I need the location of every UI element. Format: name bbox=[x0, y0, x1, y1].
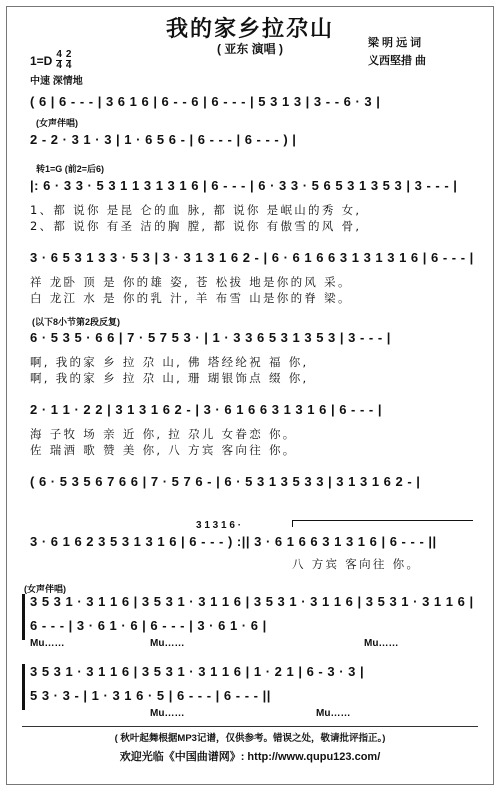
score-row-10: 6 - - - | 3 · 6 1 · 6 | 6 - - - | 3 · 6 1 · 6 | bbox=[30, 618, 267, 633]
system-bracket-1 bbox=[22, 594, 29, 640]
score-row-5: 6 · 5 3 5 · 6 6 | 7 · 5 7 5 3 · | 1 · 3 3 6 5 3 1 3 5 3 | 3 - - - | bbox=[30, 330, 391, 345]
time-signature-4-4: 4 4 bbox=[56, 49, 62, 71]
time-signature-2-4: 2 4 bbox=[65, 49, 72, 71]
score-row-12: 5 3 · 3 - | 1 · 3 1 6 · 5 | 6 - - - | 6 - - - || bbox=[30, 688, 271, 703]
score-row-6: 2 · 1 1 · 2 2 | 3 1 3 1 6 2 - | 3 · 6 1 6 6 3 1 3 1 6 | 6 - - - | bbox=[30, 402, 382, 417]
score-row-4: 3 · 6 5 3 1 3 3 · 5 3 | 3 · 3 1 3 1 6 2 - | 6 · 6 1 6 6 3 1 3 1 3 1 6 | 6 - - - | bbox=[30, 250, 474, 265]
website-credit: 欢迎光临《中国曲谱网》: http://www.qupu123.com/ bbox=[119, 751, 381, 763]
score-row-3: |: 6 · 3 3 · 5 3 1 1 3 1 3 1 6 | 6 - - - | 6 · 3 3 · 5 6 5 3 1 3 5 3 | 3 - - - | bbox=[30, 178, 458, 193]
hum-syllable-1: Mu…… bbox=[30, 638, 65, 649]
lyric-line-5: 啊, 我的家 乡 拉 尕 山, 佛 塔经纶祝 福 你, bbox=[30, 355, 309, 369]
lyric-line-3: 祥 龙卧 顶 是 你的雄 姿, 苍 松拔 地是你的风 采。 bbox=[30, 275, 352, 289]
lyric-line-1: 1、都 说你 是昆 仑的血 脉, 都 说你 是岷山的秀 女, bbox=[30, 203, 362, 217]
key-signature bbox=[30, 50, 71, 71]
lyric-line-8: 佐 瑞酒 歌 赞 美 你, 八 方宾 客向往 你。 bbox=[30, 443, 297, 457]
transcription-note: ( 秋叶起舞根据MP3记谱，仅供参考。错误之处，敬请批评指正。) bbox=[114, 733, 386, 744]
hum-syllable-2: Mu…… bbox=[150, 638, 185, 649]
score-row-11: 3 5 3 1 · 3 1 1 6 | 3 5 3 1 · 3 1 1 6 | 1 · 2 1 | 6 - 3 · 3 | bbox=[30, 664, 365, 679]
key-label: 1=D bbox=[30, 53, 53, 68]
lyric-line-9: 八 方宾 客向往 你。 bbox=[292, 557, 421, 571]
lyricist: 梁 明 远 词 bbox=[368, 37, 422, 49]
lyric-line-4: 白 龙江 水 是 你的乳 汁, 羊 布雪 山是你的脊 梁。 bbox=[30, 291, 352, 305]
modulation-note: 转1=G (前2=后6) bbox=[36, 164, 105, 174]
grace-notes: 3 1 3 1 6 · bbox=[196, 520, 242, 531]
female-accompaniment-note-2: (女声伴唱) bbox=[24, 584, 66, 594]
score-row-2: 2 - 2 · 3 1 · 3 | 1 · 6 5 6 - | 6 - - - | 6 - - - ) | bbox=[30, 132, 297, 147]
lyric-line-6: 啊, 我的家 乡 拉 尕 山, 珊 瑚银饰点 缀 你, bbox=[30, 371, 309, 385]
credits bbox=[368, 34, 426, 70]
score-row-1: ( 6 | 6 - - - | 3 6 1 6 | 6 - - 6 | 6 - - - | 5 3 1 3 | 3 - - 6 · 3 | bbox=[30, 94, 381, 109]
hum-syllable-4: Mu…… bbox=[150, 708, 185, 719]
ending-bracket bbox=[292, 520, 473, 527]
system-bracket-2 bbox=[22, 664, 29, 710]
score-row-9: 3 5 3 1 · 3 1 1 6 | 3 5 3 1 · 3 1 1 6 | 3 5 3 1 · 3 1 1 6 | 3 5 3 1 · 3 1 1 6 | bbox=[30, 594, 474, 609]
score-row-8: 3 · 6 1 6 2 3 5 3 1 3 1 6 | 6 - - - ) :|| 3 · 6 1 6 6 3 1 3 1 6 | 6 - - - || bbox=[30, 534, 437, 549]
hum-syllable-3: Mu…… bbox=[364, 638, 399, 649]
performer-line: ( 亚东 演唱 ) bbox=[217, 42, 283, 56]
score-row-7: ( 6 · 5 3 5 6 7 6 6 | 7 · 5 7 6 - | 6 · 5 3 1 3 5 3 3 | 3 1 3 1 6 2 - | bbox=[30, 474, 421, 489]
tempo-marking: 中速 深情地 bbox=[30, 76, 83, 87]
lyric-line-7: 海 子牧 场 亲 近 你, 拉 尕儿 女眷恋 你。 bbox=[30, 427, 297, 441]
composer: 义西堅措 曲 bbox=[368, 55, 427, 67]
lyric-line-2: 2、都 说你 有圣 洁的胸 膛, 都 说你 有傲雪的风 骨, bbox=[30, 219, 362, 233]
hum-syllable-5: Mu…… bbox=[316, 708, 351, 719]
repeat-note: (以下8小节第2段反复) bbox=[32, 317, 121, 327]
female-accompaniment-note-1: (女声伴唱) bbox=[36, 118, 78, 128]
footer-divider bbox=[22, 726, 478, 727]
song-title: 我的家乡拉尕山 bbox=[165, 16, 334, 41]
